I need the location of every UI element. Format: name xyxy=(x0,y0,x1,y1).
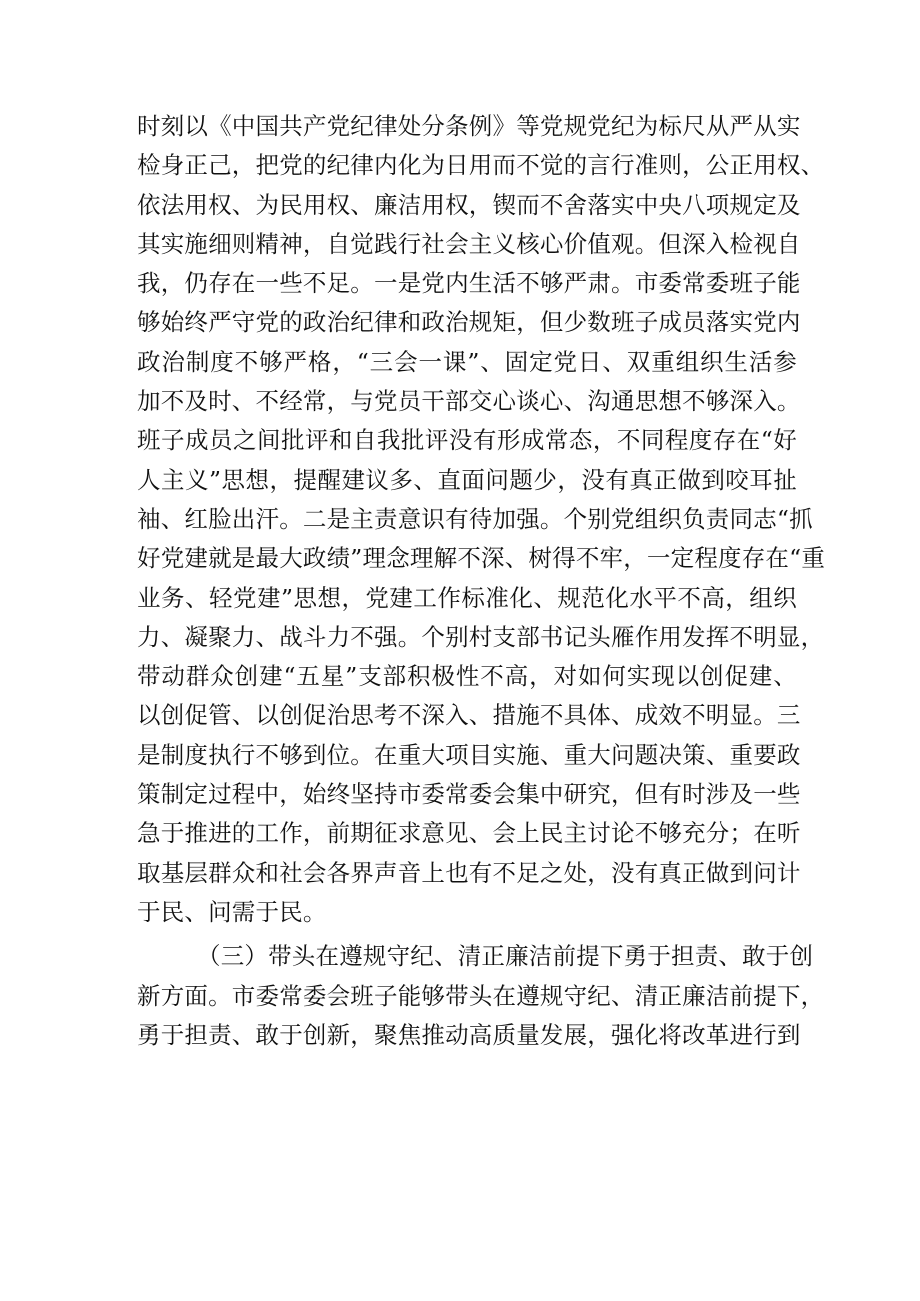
paragraph-2 xyxy=(137,937,825,1055)
text-line: 力、凝聚力、战斗力不强。个别村支部书记头雁作用发挥不明显， xyxy=(137,622,825,651)
text-line: 急于推进的工作，前期征求意见、会上民主讨论不够充分；在听 xyxy=(137,819,801,848)
text-line: 依法用权、为民用权、廉洁用权，锲而不舍落实中央八项规定及 xyxy=(137,190,801,219)
text-line: 人主义”思想，提醒建议多、直面问题少，没有真正做到咬耳扯 xyxy=(137,465,797,494)
text-line: 带动群众创建“五星”支部积极性不高，对如何实现以创促建、 xyxy=(137,662,797,691)
text-line: 我，仍存在一些不足。一是党内生活不够严肃。市委常委班子能 xyxy=(137,269,801,298)
text-line: 时刻以《中国共产党纪律处分条例》等党规党纪为标尺从严从实 xyxy=(137,112,801,140)
text-line: 新方面。市委常委会班子能够带头在遵规守纪、清正廉洁前提下， xyxy=(137,981,825,1010)
text-line: 是制度执行不够到位。在重大项目实施、重大问题决策、重要政 xyxy=(137,740,801,769)
text-line: 政治制度不够严格，“三会一课”、固定党日、双重组织生活参 xyxy=(137,347,797,376)
text-line: 以创促管、以创促治思考不深入、措施不具体、成效不明显。三 xyxy=(137,701,801,730)
text-line: 策制定过程中，始终坚持市委常委会集中研究，但有时涉及一些 xyxy=(137,780,801,809)
text-line: 班子成员之间批评和自我批评没有形成常态，不同程度存在“好 xyxy=(137,426,797,455)
text-line: 袖、红脸出汗。二是主责意识有待加强。个别党组织负责同志“抓 xyxy=(137,504,813,533)
text-line: 勇于担责、敢于创新，聚焦推动高质量发展，强化将改革进行到 xyxy=(137,1020,801,1049)
text-line: 于民、问需于民。 xyxy=(137,897,327,926)
text-line: 业务、轻党建”思想，党建工作标准化、规范化水平不高，组织 xyxy=(137,583,797,612)
text-line: 取基层群众和社会各界声音上也有不足之处，没有真正做到问计 xyxy=(137,858,801,887)
text-line: 其实施细则精神，自觉践行社会主义核心价值观。但深入检视自 xyxy=(137,229,801,258)
paragraph-1 xyxy=(137,107,826,932)
document-body xyxy=(137,107,826,1055)
text-line: 加不及时、不经常，与党员干部交心谈心、沟通思想不够深入。 xyxy=(137,387,801,416)
text-line: 够始终严守党的政治纪律和政治规矩，但少数班子成员落实党内 xyxy=(137,308,801,337)
text-line: 检身正己，把党的纪律内化为日用而不觉的言行准则，公正用权、 xyxy=(137,151,825,180)
section-heading-line: （三）带头在遵规守纪、清正廉洁前提下勇于担责、敢于创 xyxy=(197,942,814,971)
text-line: 好党建就是最大政绩”理念理解不深、树得不牢，一定程度存在“重 xyxy=(137,544,826,573)
